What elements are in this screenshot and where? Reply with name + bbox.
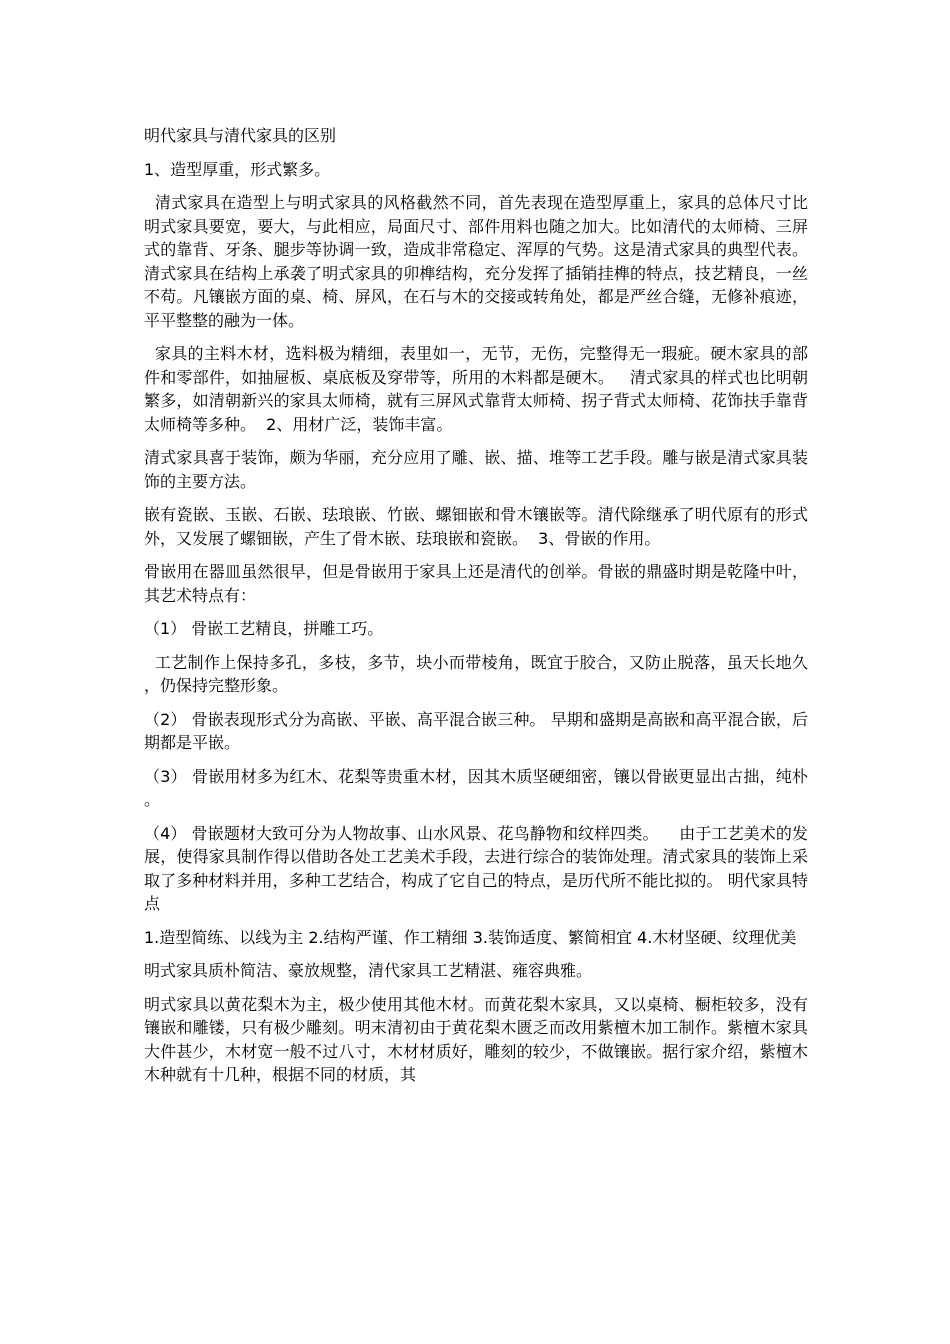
- document-page: [144, 124, 819, 1097]
- paragraph: 1.造型简练、以线为主 2.结构严谨、作工精细 3.装饰适度、繁简相宜 4.木材坚硬、纹理优美: [144, 927, 797, 947]
- paragraph: （3） 骨嵌用材多为红木、花梨等贵重木材，因其木质坚硬细密，镶以骨嵌更显出古拙，纯朴。: [144, 766, 808, 809]
- paragraph: 1、造型厚重，形式繁多。: [144, 159, 331, 179]
- paragraph: 家具的主料木材，选料极为精细，表里如一，无节，无伤，完整得无一瑕疵。硬木家具的部件和零部件，如抽屉板、桌底板及穿带等，所用的木料都是硬木。 清式家具的样式也比明朝繁多，如清朝新兴的家具太师椅，就有三屏风式靠背太师椅、拐子背式太师椅、花饰扶手靠背太师椅等多种。 2、用材广泛，装饰丰富。: [144, 344, 808, 434]
- paragraph: （4） 骨嵌题材大致可分为人物故事、山水风景、花鸟静物和纹样四类。 由于工艺美术的发展，使得家具制作得以借助各处工艺美术手段，去进行综合的装饰处理。清式家具的装饰上采取了多种材料并用，多种工艺结合，构成了它自己的特点，是历代所不能比拟的。 明代家具特点: [144, 823, 808, 913]
- paragraph: （2） 骨嵌表现形式分为高嵌、平嵌、高平混合嵌三种。 早期和盛期是高嵌和高平混合嵌，后期都是平嵌。: [144, 709, 808, 752]
- paragraph: 明式家具以黄花梨木为主，极少使用其他木材。而黄花梨木家具，又以桌椅、橱柜较多，没有镶嵌和雕镂，只有极少雕刻。明末清初由于黄花梨木匮乏而改用紫檀木加工制作。紫檀木家具大件甚少，木材宽一般不过八寸，木材材质好，雕刻的较少，不做镶嵌。据行家介绍，紫檀木木种就有十几种，根据不同的材质，其: [144, 994, 808, 1084]
- paragraph: 明式家具质朴简洁、豪放规整，清代家具工艺精湛、雍容典雅。: [144, 961, 593, 980]
- paragraph: 清式家具喜于装饰，颇为华丽，充分应用了雕、嵌、描、堆等工艺手段。雕与嵌是清式家具装饰的主要方法。: [144, 448, 808, 491]
- paragraph: 骨嵌用在器皿虽然很早，但是骨嵌用于家具上还是清代的创举。骨嵌的鼎盛时期是乾隆中叶，其艺术特点有：: [144, 562, 808, 605]
- paragraph: 清式家具在造型上与明式家具的风格截然不同，首先表现在造型厚重上，家具的总体尺寸比明式家具要宽，要大，与此相应，局面尺寸、部件用料也随之加大。比如清代的太师椅、三屏式的靠背、牙条、腿步等协调一致，造成非常稳定、浑厚的气势。这是清式家具的典型代表。 清式家具在结构上承袭了明式家具的卯榫结构，充分发挥了插销挂榫的特点，技艺精良，一丝不苟。凡镶嵌方面的桌、椅、屏风，在石与木的交接或转角处，都是严丝合缝，无修补痕迹，平平整整的融为一体。: [144, 193, 819, 330]
- document-title: 明代家具与清代家具的区别: [144, 126, 337, 145]
- paragraph: 嵌有瓷嵌、玉嵌、石嵌、珐琅嵌、竹嵌、螺钿嵌和骨木镶嵌等。清代除继承了明代原有的形式外，又发展了螺钿嵌，产生了骨木嵌、珐琅嵌和瓷嵌。 3、骨嵌的作用。: [144, 505, 808, 548]
- paragraph: （1） 骨嵌工艺精良，拼雕工巧。: [144, 619, 384, 638]
- paragraph: 工艺制作上保持多孔，多枝，多节，块小而带棱角，既宜于胶合，又防止脱落，虽天长地久，仍保持完整形象。: [144, 652, 808, 695]
